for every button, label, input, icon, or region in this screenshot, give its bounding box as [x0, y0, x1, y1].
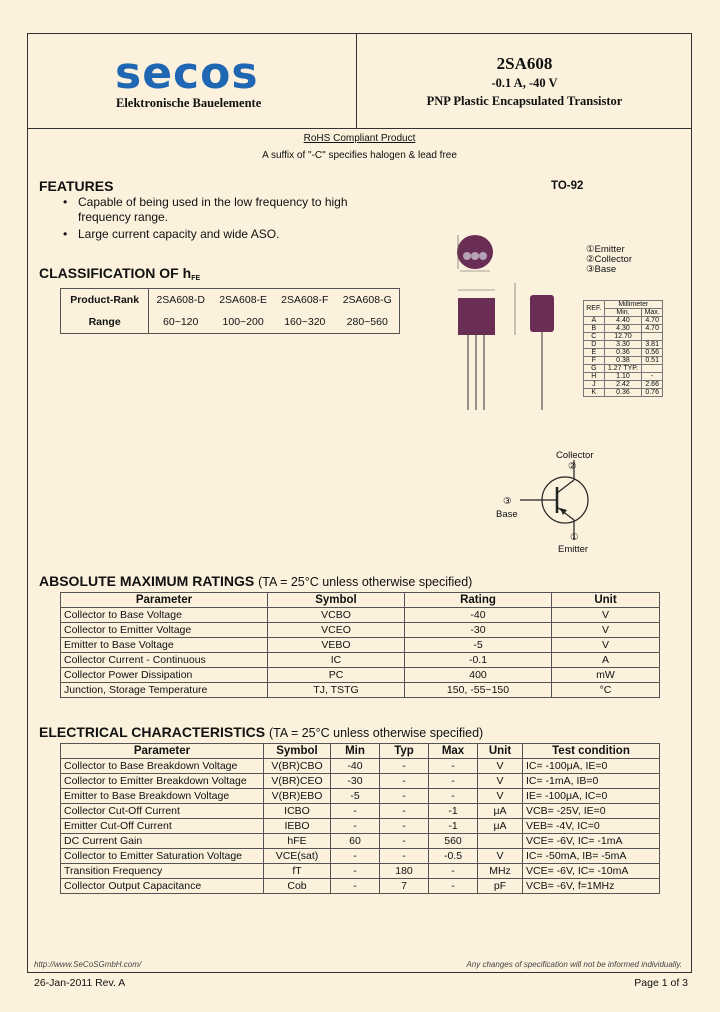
abs-cell: Collector to Base Voltage [61, 608, 268, 623]
rank-cell: 2SA608-G [342, 294, 392, 306]
abs-row [61, 683, 660, 698]
rohs-line: RoHS Compliant Product [303, 133, 416, 144]
ec-row [61, 879, 660, 894]
dim-cell: 4.30 [604, 325, 642, 333]
ec-cell: MHz [478, 864, 523, 879]
range-cell: 160~320 [284, 316, 326, 328]
ec-cell: pF [478, 879, 523, 894]
abs-cell: Collector to Emitter Voltage [61, 623, 268, 638]
rank-cell: 2SA608-F [281, 294, 329, 306]
rank-cell: 2SA608-D [156, 294, 205, 306]
ec-cell: VCE(sat) [264, 849, 331, 864]
ec-cell: - [429, 879, 478, 894]
ec-cell: Emitter Cut-Off Current [61, 819, 264, 834]
classification-title: CLASSIFICATION OF h [39, 265, 192, 281]
pin-base: ③Base [586, 264, 617, 275]
dim-row [584, 365, 663, 373]
dim-cell: F [584, 357, 605, 365]
abs-max-heading [39, 573, 472, 589]
ec-cell: - [429, 789, 478, 804]
footer-date: 26-Jan-2011 Rev. A [34, 977, 126, 989]
abs-header-symbol: Symbol [268, 593, 405, 608]
dim-cell: 4.40 [604, 317, 642, 325]
ec-cell: -0.5 [429, 849, 478, 864]
ec-cell: - [331, 849, 380, 864]
dim-row [584, 317, 663, 325]
company-name: Elektronische Bauelemente [116, 96, 262, 110]
ec-cell: VCE= -6V, IC= -1mA [523, 834, 660, 849]
dim-cell [642, 333, 663, 341]
ec-cell: - [331, 804, 380, 819]
dim-cell: 1.27 TYP. [604, 365, 642, 373]
ec-cell: VEB= -4V, IC=0 [523, 819, 660, 834]
dim-cell: 1.10 [604, 373, 642, 381]
ec-cell: μA [478, 819, 523, 834]
dim-cell: 0.36 [604, 349, 642, 357]
electrical-table [60, 743, 660, 894]
ec-cell: - [331, 864, 380, 879]
ec-cell: - [380, 759, 429, 774]
ec-header-typ: Typ [380, 744, 429, 759]
ec-cell: V(BR)CEO [264, 774, 331, 789]
abs-header-parameter: Parameter [61, 593, 268, 608]
dim-ref-header: REF. [584, 301, 605, 317]
rank-row-label: Product-Rank [61, 289, 149, 312]
rank-cell: 2SA608-E [219, 294, 268, 306]
dim-cell: 4.70 [642, 317, 663, 325]
abs-header-rating: Rating [405, 593, 552, 608]
abs-header-unit: Unit [552, 593, 660, 608]
abs-max-table [60, 592, 660, 698]
abs-cell: Collector Power Dissipation [61, 668, 268, 683]
ec-header-test-condition: Test condition [523, 744, 660, 759]
dim-row [584, 349, 663, 357]
ec-cell: -30 [331, 774, 380, 789]
classification-table [60, 288, 400, 334]
abs-cell: 150, -55~150 [405, 683, 552, 698]
dim-cell [642, 365, 663, 373]
dim-cell: 0.56 [642, 349, 663, 357]
abs-cell: V [552, 608, 660, 623]
classification-heading [39, 265, 200, 282]
dim-min-header: Min. [604, 309, 642, 317]
symbol-emitter-label: Emitter [558, 544, 589, 555]
secos-logo: secos [115, 48, 259, 99]
ec-cell: 180 [380, 864, 429, 879]
range-cell: 60~120 [163, 316, 199, 328]
dim-row [584, 357, 663, 365]
dim-unit-header: Millimeter [604, 301, 662, 309]
ec-cell: V(BR)CBO [264, 759, 331, 774]
pin-collector: ②Collector [586, 254, 633, 265]
ec-row [61, 759, 660, 774]
footer-url[interactable]: http://www.SeCoSGmbH.com/ [34, 960, 142, 969]
ec-cell: - [380, 789, 429, 804]
abs-cell: Junction, Storage Temperature [61, 683, 268, 698]
ec-header-max: Max [429, 744, 478, 759]
ec-cell: Transition Frequency [61, 864, 264, 879]
dim-cell: 0.38 [604, 357, 642, 365]
dim-cell: K [584, 389, 605, 397]
electrical-title: ELECTRICAL CHARACTERISTICS [39, 724, 266, 740]
ec-cell: Collector to Base Breakdown Voltage [61, 759, 264, 774]
dim-cell: - [642, 373, 663, 381]
abs-cell: PC [268, 668, 405, 683]
abs-row [61, 653, 660, 668]
ec-cell: - [380, 774, 429, 789]
abs-max-title: ABSOLUTE MAXIMUM RATINGS [39, 573, 255, 589]
halogen-free-line: A suffix of "-C" specifies halogen & lead free [262, 150, 457, 161]
symbol-base-label: Base [496, 509, 518, 520]
electrical-heading [39, 724, 483, 740]
ec-cell: - [380, 804, 429, 819]
ec-cell: μA [478, 804, 523, 819]
abs-cell: -40 [405, 608, 552, 623]
ec-cell: Collector Cut-Off Current [61, 804, 264, 819]
package-label: TO-92 [551, 180, 584, 192]
dim-row [584, 389, 663, 397]
dimension-table [583, 300, 663, 397]
dim-cell: 12.70 [604, 333, 642, 341]
ec-row [61, 864, 660, 879]
abs-row [61, 638, 660, 653]
ec-cell: V [478, 849, 523, 864]
ec-row [61, 849, 660, 864]
pnp-transistor-symbol [520, 460, 600, 540]
ec-header-unit: Unit [478, 744, 523, 759]
dim-cell: 2.66 [642, 381, 663, 389]
feature-item: • Large current capacity and wide ASO. [60, 227, 360, 242]
dim-row [584, 333, 663, 341]
features-heading: FEATURES [39, 178, 114, 194]
ec-cell: VCE= -6V, IC= -10mA [523, 864, 660, 879]
ec-cell: - [429, 864, 478, 879]
dim-cell: 0.51 [642, 357, 663, 365]
dim-cell: C [584, 333, 605, 341]
pin-emitter: ①Emitter [586, 244, 625, 255]
ec-cell: fT [264, 864, 331, 879]
ec-header-parameter: Parameter [61, 744, 264, 759]
dim-row [584, 341, 663, 349]
abs-cell: Collector Current - Continuous [61, 653, 268, 668]
pin-legend [586, 245, 632, 275]
ec-cell: - [380, 849, 429, 864]
dim-cell: D [584, 341, 605, 349]
abs-cell: 400 [405, 668, 552, 683]
abs-cell: Emitter to Base Voltage [61, 638, 268, 653]
ec-cell: -1 [429, 804, 478, 819]
ec-cell: Cob [264, 879, 331, 894]
symbol-emitter-num: ① [570, 532, 579, 543]
ec-cell: VCB= -6V, f=1MHz [523, 879, 660, 894]
ec-row [61, 789, 660, 804]
ec-cell: - [429, 759, 478, 774]
abs-cell: VCBO [268, 608, 405, 623]
to92-package-drawing [440, 225, 580, 415]
abs-row [61, 608, 660, 623]
ec-cell: VCB= -25V, IE=0 [523, 804, 660, 819]
ec-cell: ICBO [264, 804, 331, 819]
dim-row [584, 381, 663, 389]
range-row-label: Range [61, 311, 149, 334]
rank-row [61, 289, 400, 312]
ec-cell: 60 [331, 834, 380, 849]
abs-cell: A [552, 653, 660, 668]
header-divider [27, 128, 692, 129]
dim-cell: G [584, 365, 605, 373]
ec-cell: - [331, 879, 380, 894]
dim-cell: 2.42 [604, 381, 642, 389]
dim-cell: J [584, 381, 605, 389]
ec-row [61, 819, 660, 834]
abs-cell: -30 [405, 623, 552, 638]
symbol-collector-num: ② [568, 461, 577, 472]
ec-cell: V [478, 759, 523, 774]
abs-cell: -5 [405, 638, 552, 653]
abs-cell: TJ, TSTG [268, 683, 405, 698]
dim-row [584, 325, 663, 333]
ec-cell: IC= -100μA, IE=0 [523, 759, 660, 774]
ec-row [61, 834, 660, 849]
ec-header-symbol: Symbol [264, 744, 331, 759]
ec-cell: IC= -50mA, IB= -5mA [523, 849, 660, 864]
range-cell: 280~560 [346, 316, 388, 328]
ec-cell: Collector to Emitter Breakdown Voltage [61, 774, 264, 789]
dim-cell: 4.70 [642, 325, 663, 333]
feature-item: • Capable of being used in the low frequency to high frequency range. [60, 195, 360, 225]
dim-max-header: Max. [642, 309, 663, 317]
abs-max-condition: (TA = 25°C unless otherwise specified) [258, 575, 473, 589]
ec-cell: Collector Output Capacitance [61, 879, 264, 894]
rating-line: -0.1 A, -40 V [491, 76, 558, 90]
dim-cell: 3.30 [604, 341, 642, 349]
classification-title-sub: FE [191, 275, 201, 282]
abs-row [61, 623, 660, 638]
dim-cell: E [584, 349, 605, 357]
range-row [61, 311, 400, 334]
abs-cell: VCEO [268, 623, 405, 638]
ec-cell: -1 [429, 819, 478, 834]
abs-cell: -0.1 [405, 653, 552, 668]
ec-cell: IC= -1mA, IB=0 [523, 774, 660, 789]
dim-row [584, 373, 663, 381]
ec-cell: V [478, 774, 523, 789]
ec-cell: Emitter to Base Breakdown Voltage [61, 789, 264, 804]
symbol-base-num: ③ [503, 496, 512, 507]
ec-cell: - [380, 834, 429, 849]
abs-cell: V [552, 623, 660, 638]
range-cell: 100~200 [222, 316, 264, 328]
ec-cell: -40 [331, 759, 380, 774]
ec-cell: 560 [429, 834, 478, 849]
ec-cell: -5 [331, 789, 380, 804]
dim-cell: 3.81 [642, 341, 663, 349]
dim-cell: 0.36 [604, 389, 642, 397]
abs-cell: °C [552, 683, 660, 698]
dim-cell: A [584, 317, 605, 325]
abs-cell: VEBO [268, 638, 405, 653]
dim-cell: 0.76 [642, 389, 663, 397]
footer-page: Page 1 of 3 [634, 977, 688, 989]
dim-cell: H [584, 373, 605, 381]
ec-cell: - [380, 819, 429, 834]
ec-cell: IE= -100μA, IC=0 [523, 789, 660, 804]
ec-cell: - [429, 774, 478, 789]
abs-row [61, 668, 660, 683]
symbol-collector-label: Collector [556, 450, 594, 461]
abs-cell: V [552, 638, 660, 653]
ec-cell: - [331, 819, 380, 834]
ec-cell: Collector to Emitter Saturation Voltage [61, 849, 264, 864]
ec-header-min: Min [331, 744, 380, 759]
ec-cell: V(BR)EBO [264, 789, 331, 804]
ec-cell: hFE [264, 834, 331, 849]
features-list [60, 195, 360, 242]
ec-cell: IEBO [264, 819, 331, 834]
electrical-condition: (TA = 25°C unless otherwise specified) [268, 726, 484, 740]
abs-cell: mW [552, 668, 660, 683]
dim-cell: B [584, 325, 605, 333]
part-description: PNP Plastic Encapsulated Transistor [426, 94, 623, 108]
abs-cell: IC [268, 653, 405, 668]
ec-cell: V [478, 789, 523, 804]
ec-cell [478, 834, 523, 849]
ec-cell: 7 [380, 879, 429, 894]
ec-row [61, 774, 660, 789]
footer-note: Any changes of specification will not be informed individually. [466, 960, 682, 969]
ec-row [61, 804, 660, 819]
ec-cell: DC Current Gain [61, 834, 264, 849]
part-number: 2SA608 [496, 54, 553, 73]
